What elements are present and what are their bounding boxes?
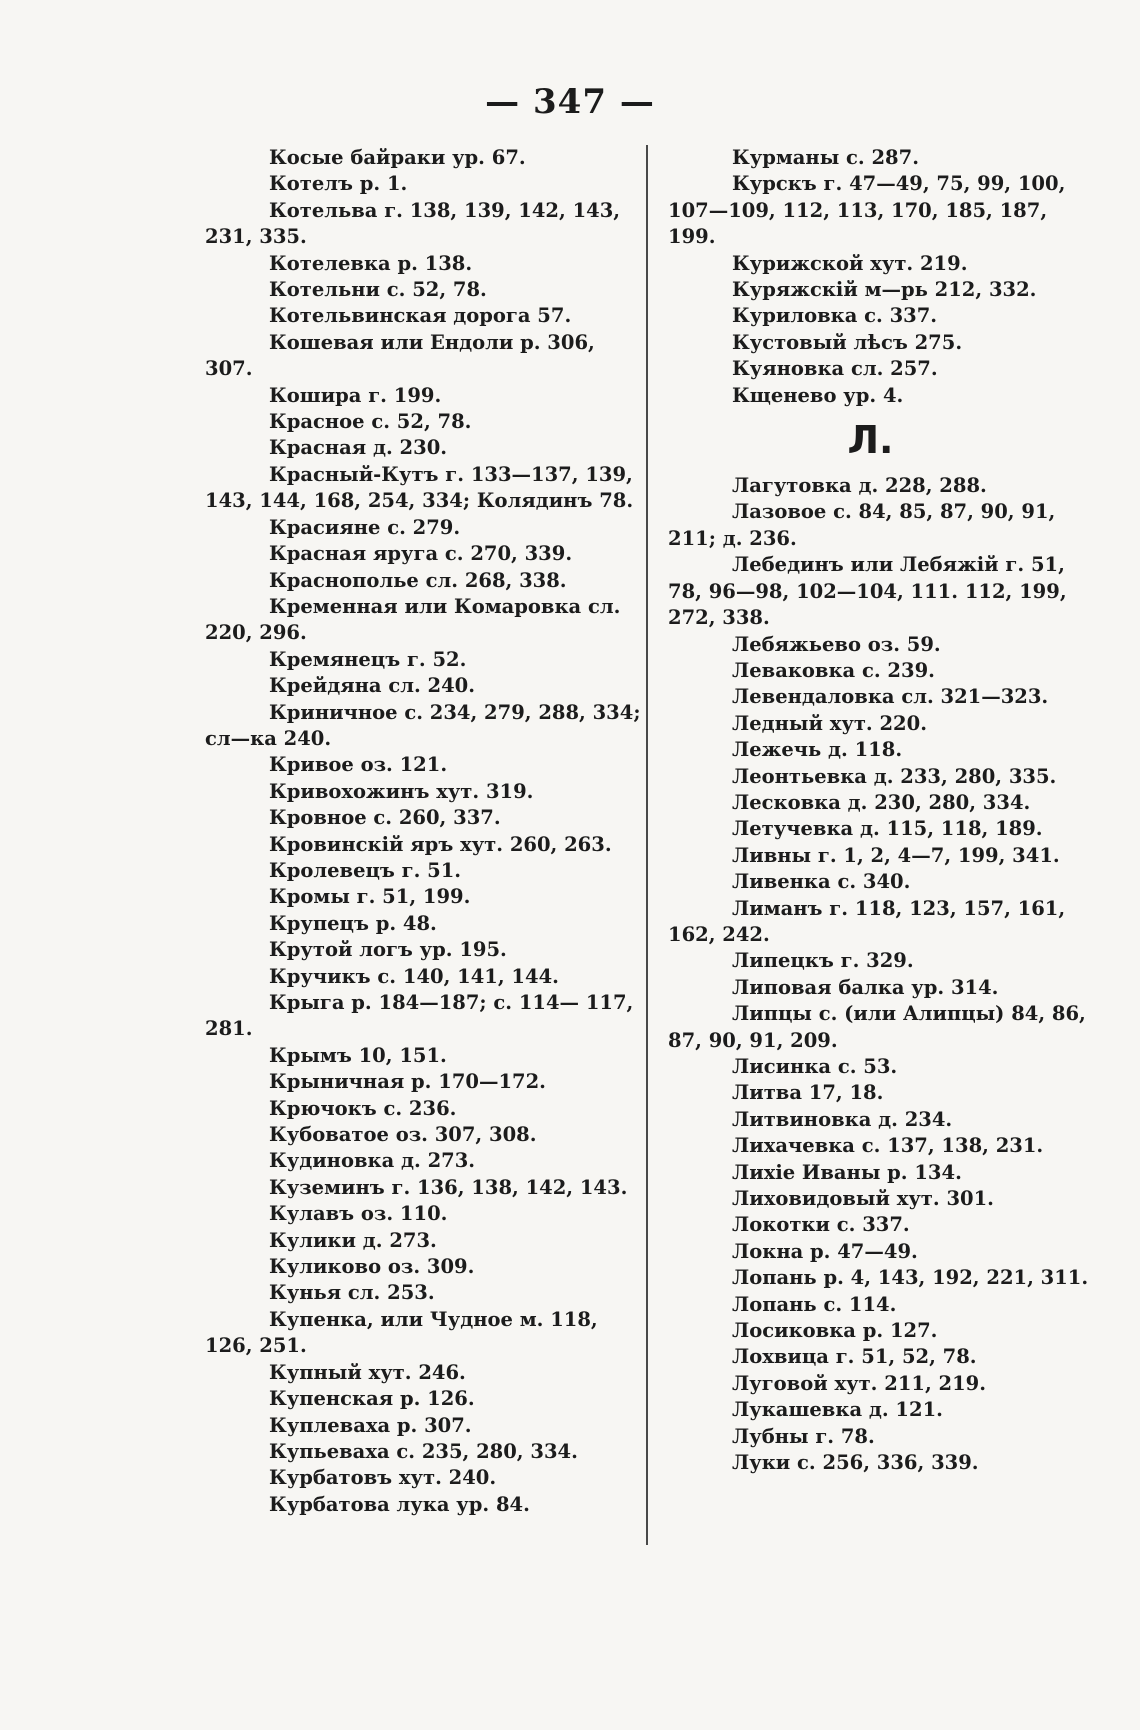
index-entry: Лазовое с. 84, 85, 87, 90, 91, 211; д. 236.	[668, 500, 1056, 550]
index-entry: Липцы с. (или Алипцы) 84, 86, 87, 90, 91, 209.	[668, 1002, 1086, 1052]
index-entry: Лопань р. 4, 143, 192, 221, 311.	[732, 1266, 1089, 1290]
index-entry: Кровинскій яръ хут. 260, 263.	[269, 832, 612, 856]
index-entry: Кулики д. 273.	[269, 1228, 437, 1252]
index-list-l	[668, 473, 1093, 1476]
index-entry: Луки с. 256, 336, 339.	[732, 1451, 979, 1475]
index-entry: Котельва г. 138, 139, 142, 143, 231, 335.	[205, 198, 621, 249]
page-number: — 347 —	[485, 82, 655, 122]
index-entry: Ливенка с. 340.	[732, 870, 911, 894]
index-entry: Лагутовка д. 228, 288.	[732, 474, 987, 498]
index-entry: Куплеваха р. 307.	[269, 1413, 472, 1437]
index-entry: Кролевецъ г. 51.	[269, 858, 462, 882]
index-entry: Левендаловка сл. 321—323.	[732, 685, 1049, 709]
index-entry: Липецкъ г. 329.	[732, 949, 914, 973]
index-entry: Кручикъ с. 140, 141, 144.	[269, 964, 559, 988]
index-entry: Крейдяна сл. 240.	[269, 674, 476, 698]
index-entry: Кустовый лѣсъ 275.	[732, 330, 963, 354]
index-entry: Купный хут. 246.	[269, 1360, 466, 1384]
index-entry: Локотки с. 337.	[732, 1213, 910, 1237]
index-entry: Лесковка д. 230, 280, 334.	[732, 790, 1031, 814]
index-entry: Кошевая или Ендоли р. 306, 307.	[205, 330, 595, 381]
index-entry: Кривохожинъ хут. 319.	[269, 779, 534, 803]
index-column-right	[668, 145, 1093, 1477]
index-entry: Лиховидовый хут. 301.	[732, 1187, 994, 1211]
index-entry: Курбатовъ хут. 240.	[269, 1466, 497, 1490]
index-entry: Куриловка с. 337.	[732, 304, 938, 328]
index-entry: Курскъ г. 47—49, 75, 99, 100, 107—109, 112, 113, 170, 185, 187, 199.	[668, 172, 1066, 249]
index-entry: Крымъ 10, 151.	[269, 1043, 447, 1067]
index-entry: Лохвица г. 51, 52, 78.	[732, 1345, 977, 1369]
index-entry: Кромы г. 51, 199.	[269, 885, 471, 909]
index-entry: Кудиновка д. 273.	[269, 1149, 476, 1173]
index-entry: Кривое оз. 121.	[269, 753, 448, 777]
index-list-k	[668, 145, 1093, 409]
index-column-left	[205, 145, 645, 1518]
index-entry: Красное с. 52, 78.	[269, 410, 472, 434]
index-entry: Лубны г. 78.	[732, 1424, 875, 1448]
index-entry: Липовая балка ур. 314.	[732, 975, 999, 999]
index-entry: Кщенево ур. 4.	[732, 383, 904, 407]
index-entry: Луговой хут. 211, 219.	[732, 1371, 987, 1395]
index-entry: Котелъ р. 1.	[269, 172, 408, 196]
index-entry: Куземинъ г. 136, 138, 142, 143.	[269, 1175, 628, 1199]
column-divider	[646, 145, 648, 1545]
index-entry: Криничное с. 234, 279, 288, 334; сл—ка 240.	[205, 700, 641, 750]
index-entry: Леваковка с. 239.	[732, 658, 935, 682]
index-entry: Красная д. 230.	[269, 436, 448, 460]
index-entry: Котельни с. 52, 78.	[269, 278, 487, 302]
index-entry: Крутой логъ ур. 195.	[269, 938, 507, 962]
index-entry: Куликово оз. 309.	[269, 1255, 475, 1279]
index-entry: Лебединъ или Лебяжій г. 51, 78, 96—98, 102—104, 111. 112, 199, 272, 338.	[668, 553, 1067, 630]
index-entry: Красный-Кутъ г. 133—137, 139, 143, 144, 168, 254, 334; Колядинъ 78.	[205, 462, 634, 513]
index-entry: Лихіе Иваны р. 134.	[732, 1160, 962, 1184]
index-entry: Ледный хут. 220.	[732, 711, 927, 735]
index-entry: Кровное с. 260, 337.	[269, 806, 501, 830]
index-entry: Кременная или Комаровка сл. 220, 296.	[205, 594, 621, 645]
index-entry: Локна р. 47—49.	[732, 1239, 918, 1263]
index-entry: Кунья сл. 253.	[269, 1281, 435, 1305]
index-entry: Крыга р. 184—187; с. 114— 117, 281.	[205, 991, 634, 1041]
index-entry: Красияне с. 279.	[269, 515, 461, 539]
index-entry: Кулавъ оз. 110.	[269, 1202, 448, 1226]
index-entry: Кубоватое оз. 307, 308.	[269, 1123, 537, 1147]
index-entry: Ливны г. 1, 2, 4—7, 199, 341.	[732, 843, 1060, 867]
index-entry: Лосиковка р. 127.	[732, 1319, 938, 1343]
index-entry: Литвиновка д. 234.	[732, 1107, 953, 1131]
index-entry: Крупецъ р. 48.	[269, 911, 437, 935]
index-entry: Краснополье сл. 268, 338.	[269, 568, 567, 592]
index-entry: Косые байраки ур. 67.	[269, 146, 526, 169]
index-entry: Куяновка сл. 257.	[732, 357, 938, 381]
index-entry: Литва 17, 18.	[732, 1081, 884, 1105]
index-entry: Курбатова лука ур. 84.	[269, 1492, 530, 1516]
index-entry: Лихачевка с. 137, 138, 231.	[732, 1134, 1044, 1158]
index-entry: Крыничная р. 170—172.	[269, 1070, 546, 1094]
index-entry: Купьеваха с. 235, 280, 334.	[269, 1439, 578, 1463]
index-entry: Летучевка д. 115, 118, 189.	[732, 817, 1043, 841]
index-entry: Крючокъ с. 236.	[269, 1096, 457, 1120]
index-entry: Лисинка с. 53.	[732, 1055, 898, 1078]
index-entry: Кремянецъ г. 52.	[269, 647, 467, 671]
index-entry: Лукашевка д. 121.	[732, 1398, 943, 1422]
index-entry: Лиманъ г. 118, 123, 157, 161, 162, 242.	[668, 896, 1066, 946]
index-entry: Лопань с. 114.	[732, 1292, 897, 1316]
index-entry: Лебяжьево оз. 59.	[732, 632, 941, 656]
index-entry: Кошира г. 199.	[269, 383, 442, 407]
index-entry: Леонтьевка д. 233, 280, 335.	[732, 764, 1057, 788]
index-entry: Красная яруга с. 270, 339.	[269, 542, 573, 566]
section-letter-heading: Л.	[847, 418, 894, 463]
index-entry: Курижской хут. 219.	[732, 251, 968, 275]
index-entry: Котельвинская дорога 57.	[269, 304, 572, 328]
index-entry: Лежечь д. 118.	[732, 738, 903, 762]
index-entry: Котелевка р. 138.	[269, 251, 473, 275]
index-entry: Купенка, или Чудное м. 118, 126, 251.	[205, 1307, 598, 1358]
index-entry: Курманы с. 287.	[732, 146, 919, 169]
index-entry: Купенская р. 126.	[269, 1387, 475, 1411]
index-entry: Куряжскій м—рь 212, 332.	[732, 278, 1037, 302]
